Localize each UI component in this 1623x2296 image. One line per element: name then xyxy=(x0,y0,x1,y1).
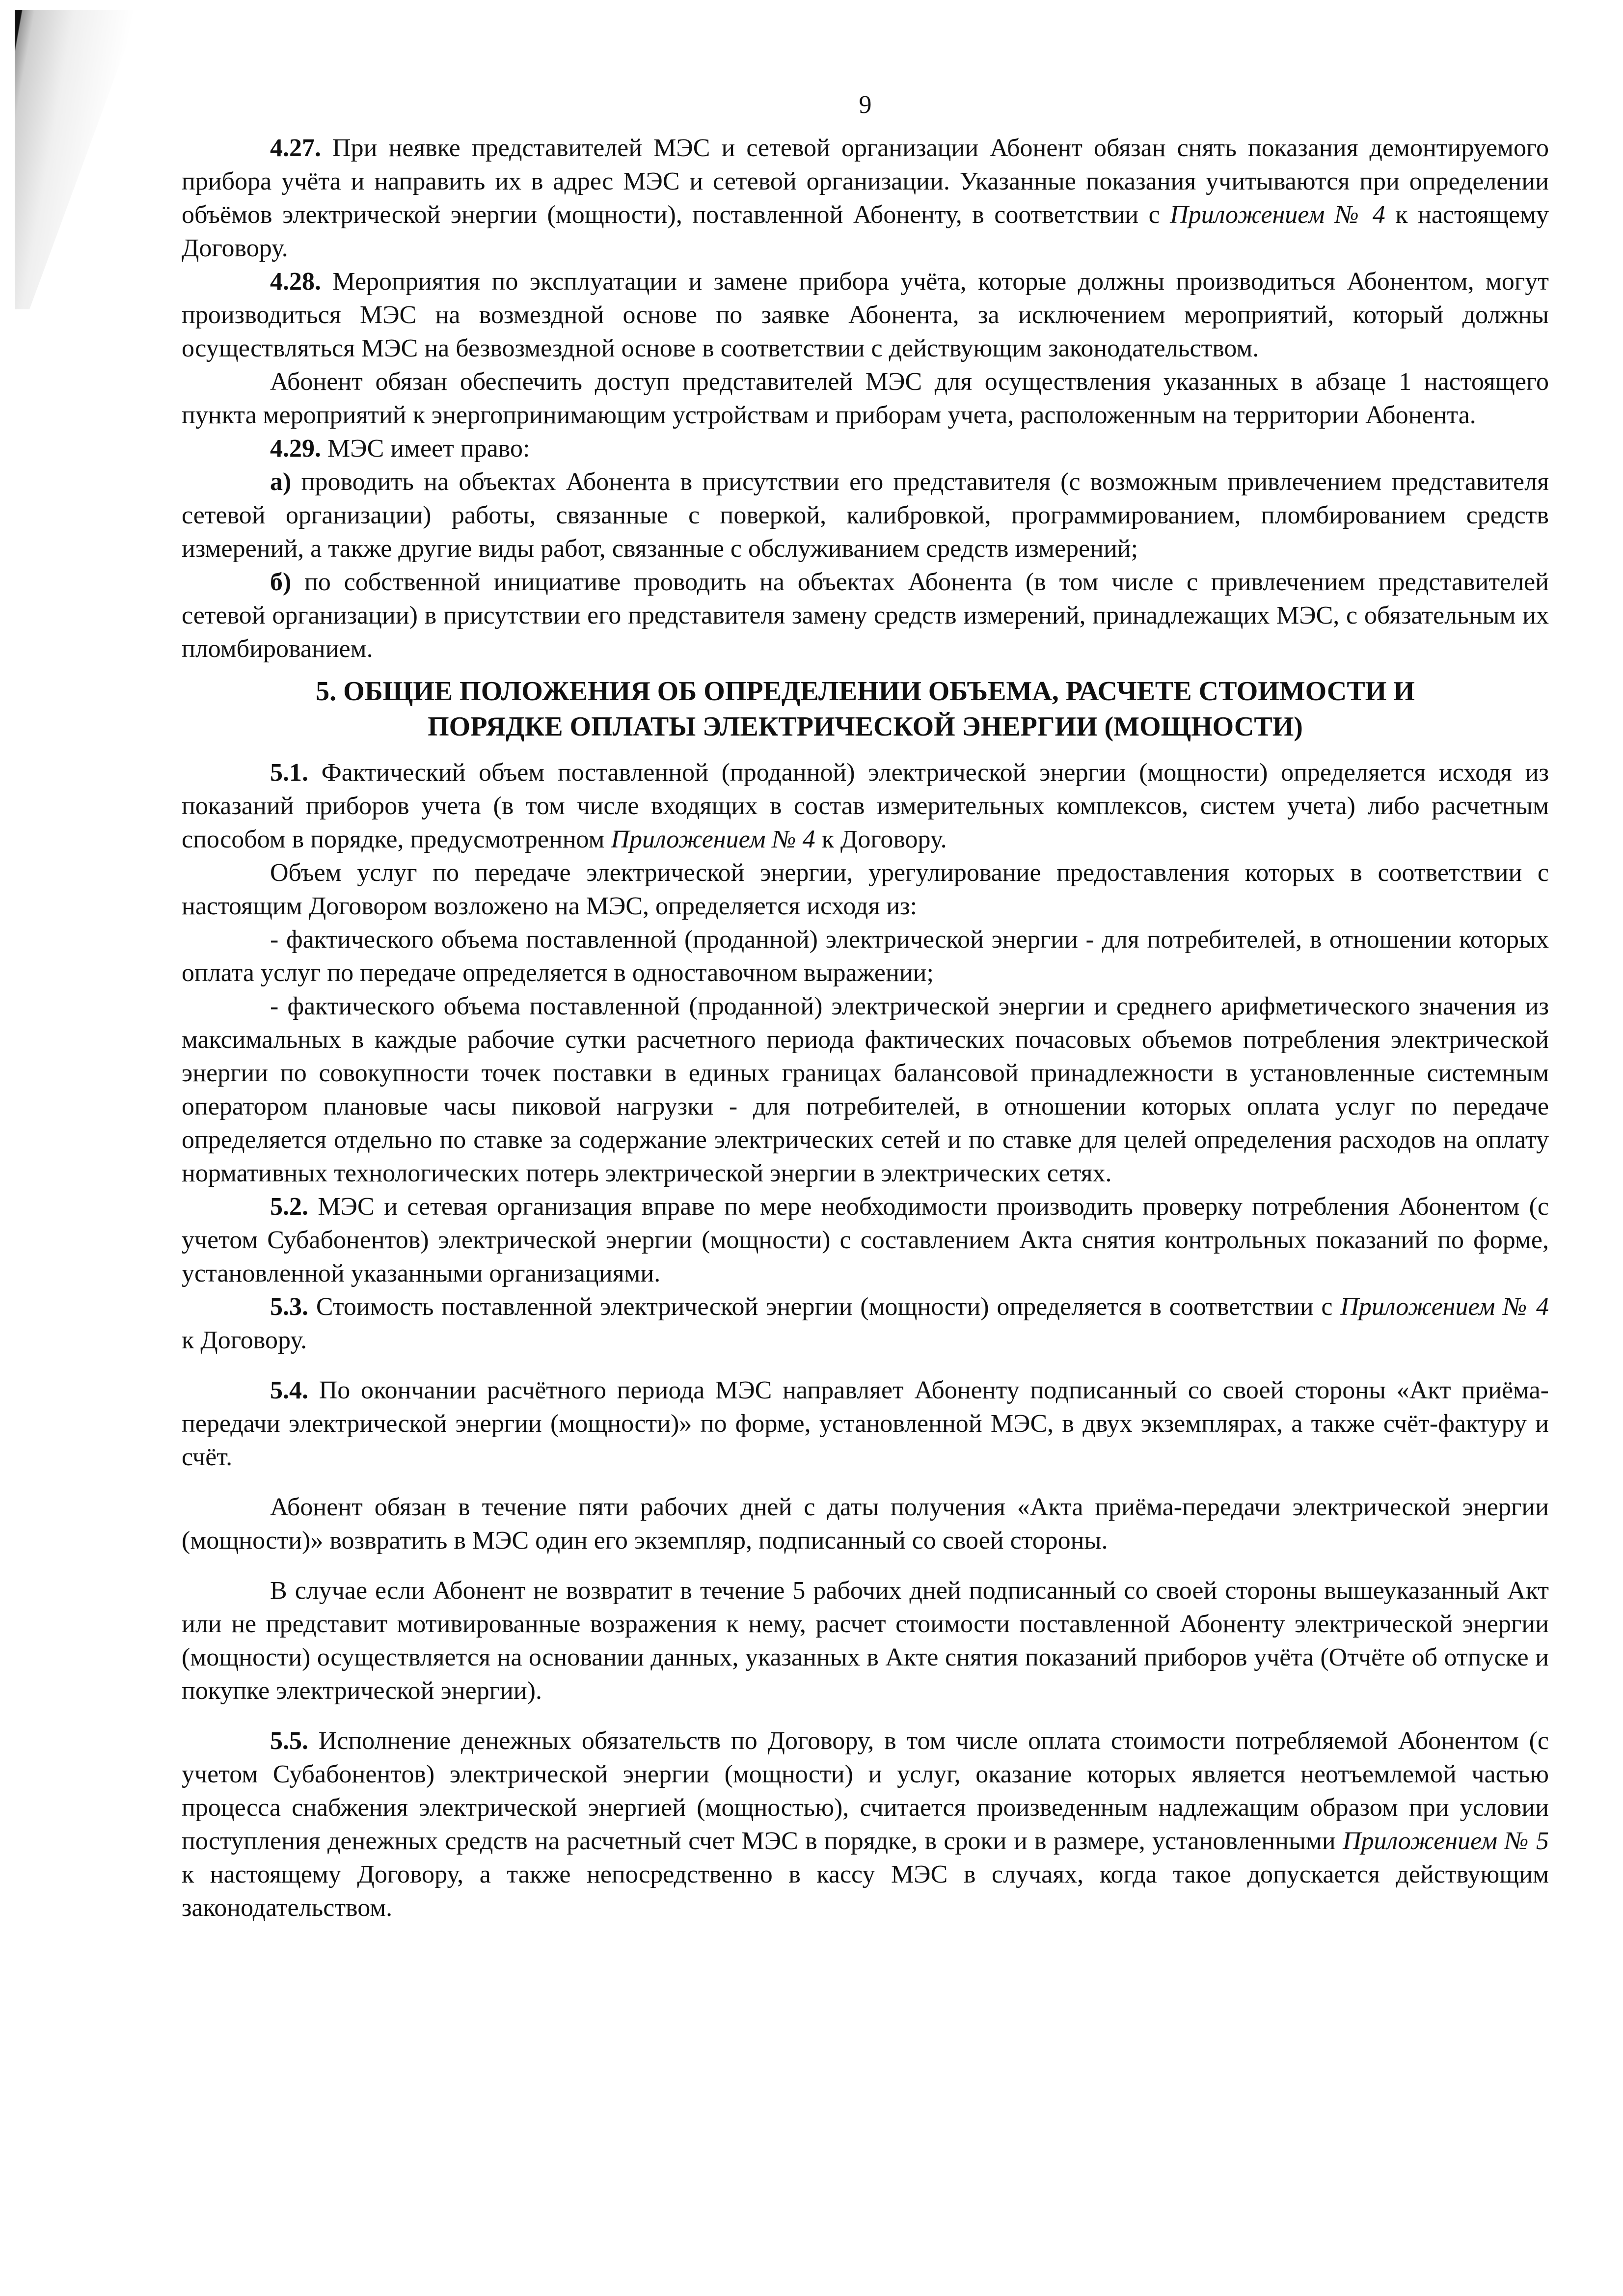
clause-number: 5.2. xyxy=(270,1193,308,1221)
clause-5-5: 5.5. Исполнение денежных обязательств по Договору, в том числе оплата стоимости потребляемой Абонентом (с учетом Субабонентов) электрической энергии (мощности) и услуг, оказание которых является неотъемлемой частью процесса снабжения электрической энергией (мощностью), считается произведенным надлежащим образом при условии поступления денежных средств на расчетный счет МЭС в порядке, в сроки и в размере, установленными Приложением № 5 к настоящему Договору, а также непосредственно в кассу МЭС в случаях, когда такое допускается действующим законодательством. xyxy=(182,1727,1549,1922)
clause-5-1-paragraph-2: Объем услуг по передаче электрической энергии, урегулирование предоставления которых в соответствии с настоящим Договором возложено на МЭС, определяется исходя из: xyxy=(182,859,1549,920)
document-page xyxy=(182,88,1549,1925)
clause-number: 5.3. xyxy=(270,1293,308,1321)
clause-number: 5.4. xyxy=(270,1376,308,1404)
clause-number: 4.28. xyxy=(270,268,321,296)
clause-5-4-paragraph-2: Абонент обязан в течение пяти рабочих дней с даты получения «Акта приёма-передачи электрической энергии (мощности)» возвратить в МЭС один его экземпляр, подписанный со своей стороны. xyxy=(182,1493,1549,1555)
clause-number: 5.1. xyxy=(270,759,308,787)
clause-4-29-a: а) проводить на объектах Абонента в присутствии его представителя (с возможным привлечением представителя сетевой организации) работы, связанные с поверкой, калибровкой, программированием, пломбированием средств измерений, а также другие виды работ, связанные с обслуживанием средств измерений; xyxy=(182,468,1549,563)
appendix-reference: Приложением № 5 xyxy=(1342,1827,1549,1855)
scan-edge-artifact xyxy=(15,10,137,309)
clause-5-1: 5.1. Фактический объем поставленной (проданной) электрической энергии (мощности) определяется исходя из показаний приборов учета (в том числе входящих в состав измерительных комплексов, систем учета) либо расчетным способом в порядке, предусмотренном Приложением № 4 к Договору. xyxy=(182,759,1549,853)
appendix-reference: Приложением № 4 xyxy=(1170,201,1385,229)
clause-number: 5.5. xyxy=(270,1727,308,1755)
subclause-label: б) xyxy=(270,568,292,596)
clause-5-1-bullet-2: - фактического объема поставленной (проданной) электрической энергии и среднего арифметического значения из максимальных в каждые рабочие сутки расчетного периода фактических почасовых объемов потребления электрической энергии по совокупности точек поставки в единых границах балансовой принадлежности в установленные системным оператором плановые часы пиковой нагрузки - для потребителей, в отношении которых оплата услуг по передаче определяется отдельно по ставке за содержание электрических сетей и по ставке для целей определения расходов на оплату нормативных технологических потерь электрической энергии в электрических сетях. xyxy=(182,992,1549,1187)
clause-5-4-paragraph-3: В случае если Абонент не возвратит в течение 5 рабочих дней подписанный со своей стороны вышеуказанный Акт или не представит мотивированные возражения к нему, расчет стоимости поставленной Абоненту электрической энергии (мощности) осуществляется на основании данных, указанных в Акте снятия показаний приборов учёта (Отчёте об отпуске и покупке электрической энергии). xyxy=(182,1577,1549,1705)
clause-number: 4.29. xyxy=(270,435,321,463)
appendix-reference: Приложением № 4 xyxy=(611,825,815,853)
clause-4-28: 4.28. Мероприятия по эксплуатации и замене прибора учёта, которые должны производиться Абонентом, могут производиться МЭС на возмездной основе по заявке Абонента, за исключением мероприятий, который должны осуществляться МЭС на безвозмездной основе в соответствии с действующим законодательством. xyxy=(182,268,1549,362)
clause-4-29-b: б) по собственной инициативе проводить на объектах Абонента (в том числе с привлечением представителей сетевой организации) в присутствии его представителя замену средств измерений, принадлежащих МЭС, с обязательным их пломбированием. xyxy=(182,568,1549,663)
clause-5-1-bullet-1: - фактического объема поставленной (проданной) электрической энергии - для потребителей, в отношении которых оплата услуг по передаче определяется в одноставочном выражении; xyxy=(182,926,1549,987)
subclause-label: а) xyxy=(270,468,292,496)
clause-5-3: 5.3. Стоимость поставленной электрической энергии (мощности) определяется в соответствии с Приложением № 4 к Договору. xyxy=(182,1293,1549,1354)
clause-4-27: 4.27. При неявке представителей МЭС и сетевой организации Абонент обязан снять показания демонтируемого прибора учёта и направить их в адрес МЭС и сетевой организации. Указанные показания учитываются при определении объёмов электрической энергии (мощности), поставленной Абоненту, в соответствии с Приложением № 4 к настоящему Договору. xyxy=(182,134,1549,262)
section-5-heading: 5. ОБЩИЕ ПОЛОЖЕНИЯ ОБ ОПРЕДЕЛЕНИИ ОБЪЕМА, РАСЧЕТЕ СТОИМОСТИ И ПОРЯДКЕ ОПЛАТЫ ЭЛЕКТРИЧЕСКОЙ ЭНЕРГИИ (МОЩНОСТИ) xyxy=(316,676,1415,742)
clause-4-28-paragraph-2: Абонент обязан обеспечить доступ представителей МЭС для осуществления указанных в абзаце 1 настоящего пункта мероприятий к энергопринимающим устройствам и приборам учета, расположенным на территории Абонента. xyxy=(182,368,1549,429)
appendix-reference: Приложением № 4 xyxy=(1340,1293,1549,1321)
clause-5-4: 5.4. По окончании расчётного периода МЭС направляет Абоненту подписанный со своей стороны «Акт приёма-передачи электрической энергии (мощности)» по форме, установленной МЭС, в двух экземплярах, а также счёт-фактуру и счёт. xyxy=(182,1376,1549,1471)
clause-number: 4.27. xyxy=(270,134,321,162)
clause-5-2: 5.2. МЭС и сетевая организация вправе по мере необходимости производить проверку потребления Абонентом (с учетом Субабонентов) электрической энергии (мощности) с составлением Акта снятия контрольных показаний по форме, установленной указанными организациями. xyxy=(182,1193,1549,1287)
clause-4-29: 4.29. МЭС имеет право: xyxy=(270,435,530,463)
page-number: 9 xyxy=(859,91,872,119)
